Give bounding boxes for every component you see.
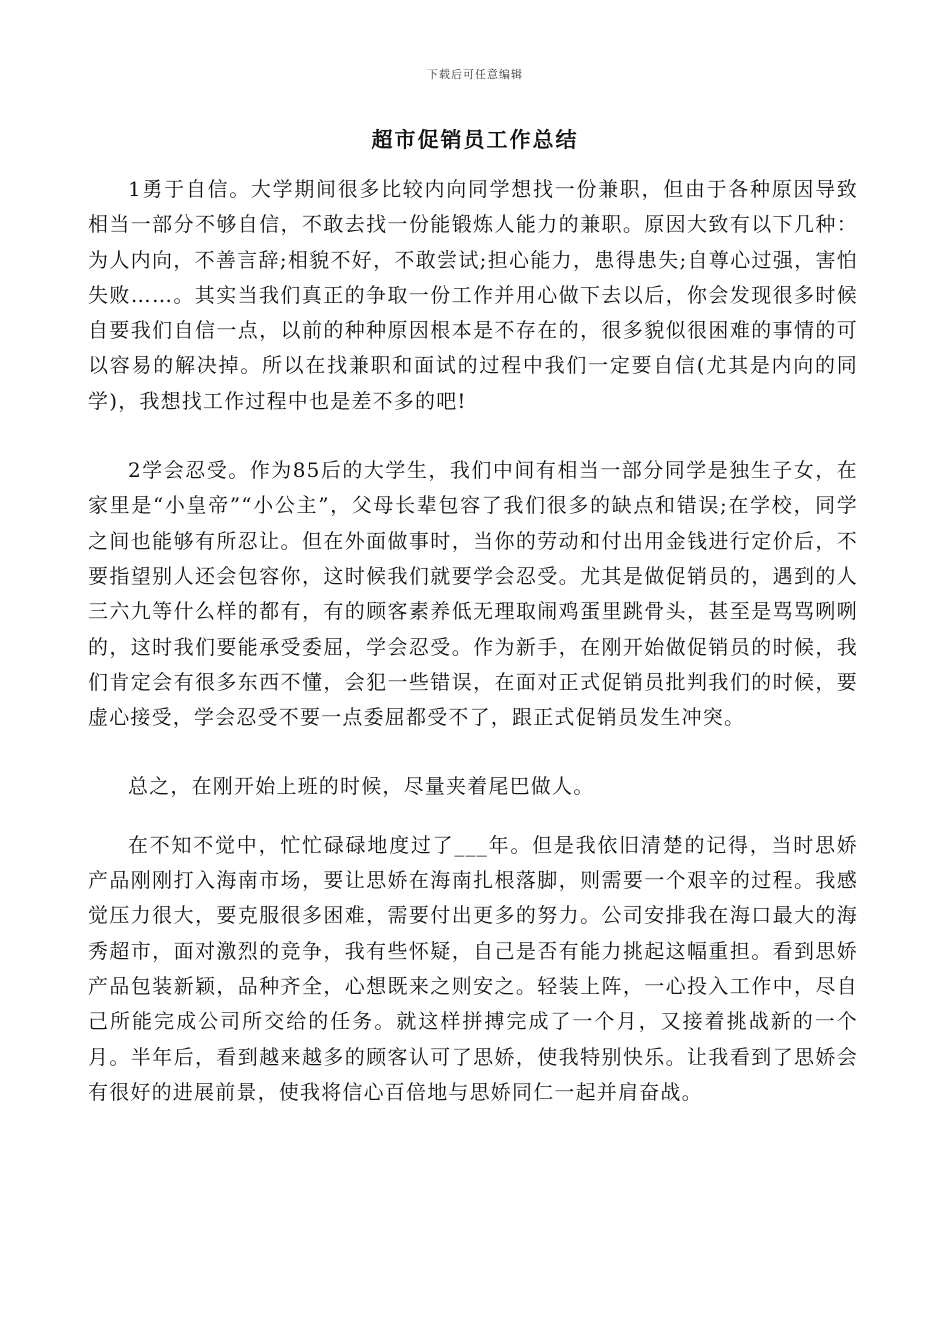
paragraph-1: 1勇于自信。大学期间很多比较内向同学想找一份兼职，但由于各种原因导致相当一部分不够自信，不敢去找一份能锻炼人能力的兼职。原因大致有以下几种：为人内向，不善言辞;相貌不好，不敢尝试;担心能力，患得患失;自尊心过强，害怕失败……。其实当我们真正的争取一份工作并用心做下去以后，你会发现很多时候自要我们自信一点，以前的种种原因根本是不存在的，很多貌似很困难的事情的可以容易的解决掉。所以在找兼职和面试的过程中我们一定要自信(尤其是内向的同学)，我想找工作过程中也是差不多的吧!	[88, 177, 858, 413]
header-note: 下载后可任意编辑	[427, 68, 523, 81]
document-title: 超市促销员工作总结	[371, 127, 579, 152]
document-body	[88, 172, 858, 1144]
paragraph-4: 在不知不觉中，忙忙碌碌地度过了___年。但是我依旧清楚的记得，当时思娇产品刚刚打入海南市场，要让思娇在海南扎根落脚，则需要一个艰辛的过程。我感觉压力很大，要克服很多困难，需要付出更多的努力。公司安排我在海口最大的海秀超市，面对激烈的竞争，我有些怀疑，自己是否有能力挑起这幅重担。看到思娇产品包装新颖，品种齐全，心想既来之则安之。轻装上阵，一心投入工作中，尽自己所能完成公司所交给的任务。就这样拼搏完成了一个月，又接着挑战新的一个月。半年后，看到越来越多的顾客认可了思娇，使我特别快乐。让我看到了思娇会有很好的进展前景，使我将信心百倍地与思娇同仁一起并肩奋战。	[88, 832, 858, 1104]
paragraph-3: 总之，在刚开始上班的时候，尽量夹着尾巴做人。	[128, 774, 595, 799]
paragraph-2: 2学会忍受。作为85后的大学生，我们中间有相当一部分同学是独生子女，在家里是“小皇帝”“小公主”，父母长辈包容了我们很多的缺点和错误;在学校，同学之间也能够有所忍让。但在外面做事时，当你的劳动和付出用金钱进行定价后，不要指望别人还会包容你，这时候我们就要学会忍受。尤其是做促销员的，遇到的人三六九等什么样的都有，有的顾客素养低无理取闹鸡蛋里跳骨头，甚至是骂骂咧咧的，这时我们要能承受委屈，学会忍受。作为新手，在刚开始做促销员的时候，我们肯定会有很多东西不懂，会犯一些错误，在面对正式促销员批判我们的时候，要虚心接受，学会忍受不要一点委屈都受不了，跟正式促销员发生冲突。	[88, 458, 858, 730]
